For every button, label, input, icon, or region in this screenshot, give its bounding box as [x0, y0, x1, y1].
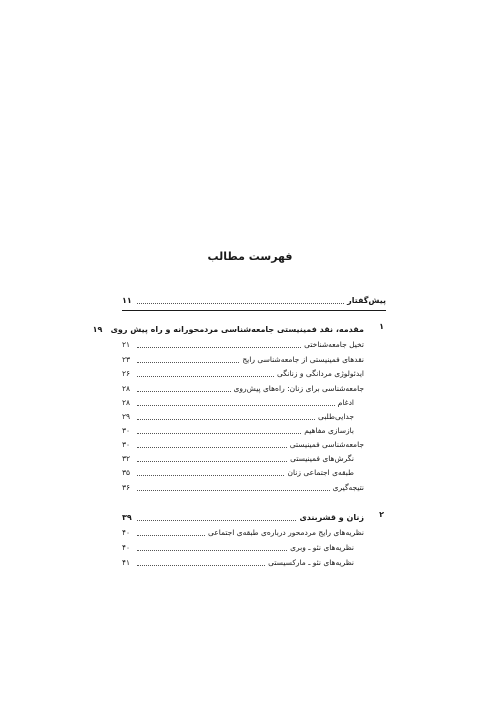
toc-entry-title: جامعه‌شناسی فمینیستی — [289, 440, 364, 449]
toc-page-number: ۳۰ — [122, 440, 131, 449]
leader-dots — [137, 303, 344, 304]
toc-entry-title: ایدئولوژی مردانگی و زنانگی — [276, 369, 364, 378]
leader-dots — [137, 362, 239, 363]
toc-entry[interactable] — [122, 540, 354, 554]
toc-page-number: ۳۶ — [122, 483, 131, 492]
toc-entry-title: طبقه‌ی اجتماعی زنان — [287, 468, 354, 477]
toc-preface[interactable] — [122, 293, 386, 307]
leader-dots — [137, 520, 296, 521]
toc-page-number: ۳۲ — [122, 454, 131, 463]
toc-entry[interactable] — [122, 409, 354, 423]
leader-dots — [137, 447, 287, 448]
toc-entry-title: ادغام — [337, 398, 354, 407]
toc-chapter-2[interactable] — [122, 510, 364, 524]
toc-entry[interactable] — [122, 337, 364, 351]
toc-entry[interactable] — [122, 555, 354, 569]
toc-entry-title: نتیجه‌گیری — [332, 483, 364, 492]
toc-entry[interactable] — [122, 352, 364, 366]
toc-entry[interactable] — [122, 366, 364, 380]
toc-entry-title: جامعه‌شناسی برای زنان: راه‌های پیش‌روی — [233, 384, 364, 393]
toc-entry-title: تخیل جامعه‌شناختی — [304, 340, 364, 349]
toc-entry-title: نظریه‌های نئو ـ وبری — [290, 543, 354, 552]
toc-page-number: ۳۹ — [122, 513, 132, 522]
toc-chapter-title: زنان و قشربندی — [299, 513, 364, 522]
toc-entry[interactable] — [122, 381, 364, 395]
page-title: فهرست مطالب — [207, 250, 293, 263]
leader-dots — [137, 461, 287, 462]
toc-entry[interactable] — [122, 525, 364, 539]
toc-entry[interactable] — [122, 480, 364, 494]
toc-entry[interactable] — [122, 395, 354, 409]
leader-dots — [137, 405, 335, 406]
chapter-number: ۲ — [379, 510, 384, 519]
leader-dots — [137, 347, 301, 348]
toc-page-number: ۲۶ — [122, 369, 131, 378]
toc-entry-title: نگرش‌های فمینیستی — [290, 454, 354, 463]
toc-entry-title: بازسازی مفاهیم — [304, 426, 354, 435]
divider — [122, 310, 386, 311]
toc-page-number: ۱۱ — [122, 296, 132, 305]
toc-page-number: ۲۹ — [122, 412, 131, 421]
toc-page-number: ۴۱ — [122, 558, 131, 567]
leader-dots — [137, 490, 330, 491]
toc-page-number: ۴۰ — [122, 543, 131, 552]
leader-dots — [137, 376, 274, 377]
toc-page-number: ۲۸ — [122, 384, 131, 393]
toc-page-number: ۴۰ — [122, 528, 131, 537]
toc-chapter-1[interactable] — [92, 322, 364, 336]
toc-entry-title: نظریه‌های نئو ـ مارکسیستی — [268, 558, 354, 567]
toc-entry-title: پیش‌گفتار — [347, 296, 386, 305]
leader-dots — [137, 433, 301, 434]
leader-dots — [137, 550, 287, 551]
toc-page-number: ۳۰ — [122, 426, 131, 435]
toc-entry[interactable] — [122, 465, 354, 479]
toc-entry[interactable] — [122, 451, 354, 465]
toc-page-number: ۱۹ — [92, 325, 103, 334]
chapter-number: ۱ — [379, 322, 384, 331]
toc-entry[interactable] — [122, 423, 354, 437]
leader-dots — [137, 565, 265, 566]
toc-page-number: ۲۱ — [122, 340, 131, 349]
toc-entry[interactable] — [122, 437, 364, 451]
leader-dots — [137, 391, 231, 392]
toc-page-number: ۳۵ — [122, 468, 131, 477]
toc-chapter-title: مقدمه، نقد فمینیستی جامعه‌شناسی مردمحورانه و راه پیش روی — [110, 325, 364, 334]
leader-dots — [137, 419, 315, 420]
toc-entry-title: جدایی‌طلبی — [318, 412, 354, 421]
toc-page-number: ۲۳ — [122, 355, 131, 364]
toc-entry-title: نقدهای فمینیستی از جامعه‌شناسی رایج — [242, 355, 364, 364]
toc-page-number: ۲۸ — [122, 398, 131, 407]
leader-dots — [137, 535, 205, 536]
leader-dots — [137, 475, 284, 476]
toc-entry-title: نظریه‌های رایج مردمحور درباره‌ی طبقه‌ی اجتماعی — [207, 528, 364, 537]
